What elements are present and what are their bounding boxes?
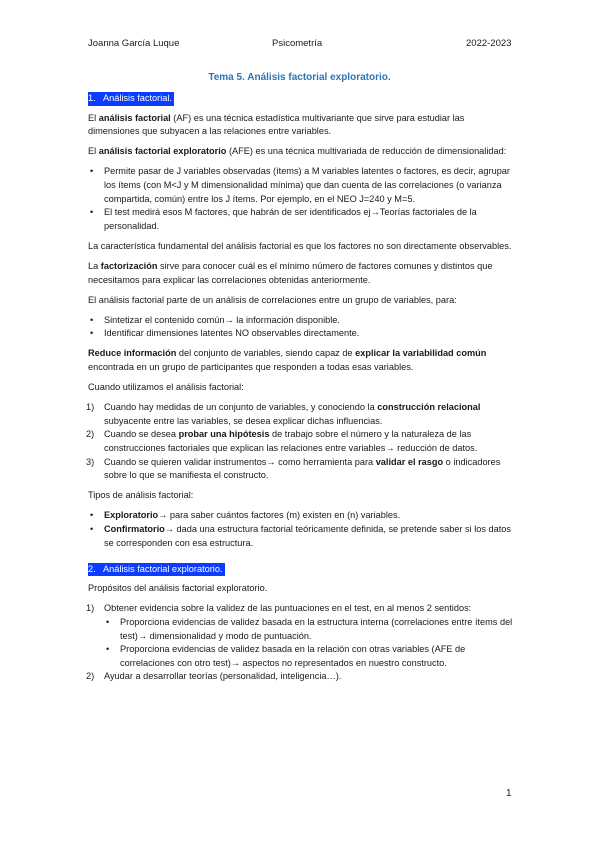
section-number: 1. bbox=[88, 93, 96, 103]
paragraph-types: Tipos de análisis factorial: bbox=[88, 490, 194, 501]
header-author: Joanna García Luque bbox=[88, 38, 180, 49]
list-item: • Proporciona evidencias de validez basada en la relación con otras variables (AFE de correlaciones con otro test)→ aspectos no representados en nuestro constructo. bbox=[104, 643, 513, 670]
section-title: Análisis factorial. bbox=[103, 93, 172, 103]
paragraph-when: Cuando utilizamos el análisis factorial: bbox=[88, 382, 244, 393]
item-number: 3) bbox=[86, 456, 95, 467]
text: o indicadores sobre lo que se manifiesta el constructo. bbox=[104, 456, 501, 481]
text: → para saber cuántos factores (m) existen en (n) variables. bbox=[158, 510, 401, 521]
bullet-list-types bbox=[88, 509, 513, 550]
bullet-list-afe bbox=[88, 165, 513, 233]
text: (AFE) es una técnica multivariada de reducción de dimensionalidad: bbox=[226, 146, 507, 157]
list-item: • Proporciona evidencias de validez basada en la estructura interna (correlaciones entre ítems del test)→ dimensionalidad y modo de puntuación. bbox=[104, 616, 513, 643]
list-item bbox=[88, 456, 513, 483]
sub-bullet-list bbox=[104, 616, 513, 670]
bold-term: Exploratorio bbox=[104, 510, 159, 521]
list-item bbox=[88, 428, 513, 455]
section-number: 2. bbox=[88, 563, 96, 574]
bold-term: probar una hipótesis bbox=[178, 429, 270, 440]
item-number: 2) bbox=[86, 671, 95, 682]
text: La bbox=[88, 260, 101, 271]
paragraph-afe-definition bbox=[88, 145, 513, 159]
paragraph-reduce bbox=[88, 347, 513, 374]
bullet-list-purposes bbox=[88, 314, 513, 341]
paragraph-characteristic: La característica fundamental del análisis factorial es que los factores no son directamente observables. bbox=[88, 240, 512, 251]
list-item bbox=[88, 602, 513, 670]
text: El bbox=[88, 112, 99, 123]
text: encontrada en un grupo de participantes que responden a todas esas variables. bbox=[88, 362, 414, 372]
text: → dada una estructura factorial teóricamente definida, se pretende saber si los datos se corresponden con esa estructura. bbox=[104, 523, 512, 548]
paragraph-af-definition bbox=[88, 112, 513, 139]
bold-term: análisis factorial bbox=[98, 112, 171, 123]
list-item bbox=[88, 670, 513, 684]
header-subject: Psicometría bbox=[272, 38, 323, 49]
text: Cuando se quieren validar instrumentos→ como herramienta para bbox=[104, 456, 376, 467]
numbered-list-when bbox=[88, 401, 513, 483]
text: de trabajo sobre el número y la naturaleza de las construcciones factoriales que explican las relaciones entre variables→ reducción de datos. bbox=[104, 429, 478, 453]
text: Cuando hay medidas de un conjunto de variables, y conociendo la bbox=[104, 402, 378, 413]
bold-term: explicar la variabilidad común bbox=[355, 348, 487, 359]
document-body bbox=[88, 92, 513, 690]
text: Obtener evidencia sobre la validez de las puntuaciones en el test, en al menos 2 sentidos: bbox=[104, 603, 472, 614]
list-item: • Sintetizar el contenido común→ la información disponible. bbox=[88, 314, 513, 328]
list-item bbox=[88, 509, 513, 523]
item-number: 1) bbox=[86, 402, 95, 413]
text: sirve para conocer cuál es el mínimo número de factores comunes y distintos que necesitamos para explicar las correlaciones obtenidas anteriormente. bbox=[88, 260, 493, 285]
list-item: • El test medirá esos M factores, que habrán de ser identificados ej→Teorías factoriales de la personalidad. bbox=[88, 206, 513, 233]
text: El bbox=[88, 146, 99, 157]
section-heading-1 bbox=[88, 92, 174, 106]
section-title: Análisis factorial exploratorio. bbox=[103, 563, 223, 574]
document-title: Tema 5. Análisis factorial exploratorio. bbox=[208, 72, 391, 83]
item-number: 2) bbox=[86, 429, 95, 440]
header-year: 2022-2023 bbox=[466, 38, 512, 49]
bold-term: factorización bbox=[100, 260, 158, 271]
section-heading-2 bbox=[88, 563, 225, 577]
text: Cuando se desea bbox=[104, 429, 179, 440]
bold-term: Confirmatorio bbox=[104, 523, 165, 534]
paragraph-afe-purposes: Propósitos del análisis factorial exploratorio. bbox=[88, 583, 268, 594]
item-number: 1) bbox=[86, 603, 95, 614]
list-item: • Identificar dimensiones latentes NO observables directamente. bbox=[88, 327, 513, 341]
text: (AF) es una técnica estadística multivariante que sirve para estudiar las dimensiones que subyacen a las relaciones entre variables. bbox=[88, 112, 465, 137]
text: subyacente entre las variables, se desea explicar dichas influencias. bbox=[104, 415, 383, 426]
paragraph-factorizacion bbox=[88, 260, 513, 287]
bold-term: Reduce información bbox=[88, 348, 177, 359]
bold-term: validar el rasgo bbox=[375, 456, 444, 467]
bold-term: análisis factorial exploratorio bbox=[98, 146, 227, 157]
list-item bbox=[88, 523, 513, 550]
numbered-list-purposes bbox=[88, 602, 513, 684]
bold-term: construcción relacional bbox=[377, 402, 481, 413]
list-item bbox=[88, 401, 513, 428]
text: Ayudar a desarrollar teorías (personalidad, inteligencia…). bbox=[104, 671, 342, 682]
paragraph-correlations: El análisis factorial parte de un análisis de correlaciones entre un grupo de variables, para: bbox=[88, 294, 457, 305]
text: del conjunto de variables, siendo capaz de bbox=[176, 348, 356, 359]
page-number: 1 bbox=[506, 788, 512, 799]
list-item: • Permite pasar de J variables observadas (ítems) a M variables latentes o factores, es decir, agrupar los ítems (con M<J y M dimensionalidad mínima) que dan cuenta de las correlaciones (o varianza compartida, común) entre los J ítems. Por ejemplo, en el NEO J=240 y M=5. bbox=[88, 165, 513, 206]
